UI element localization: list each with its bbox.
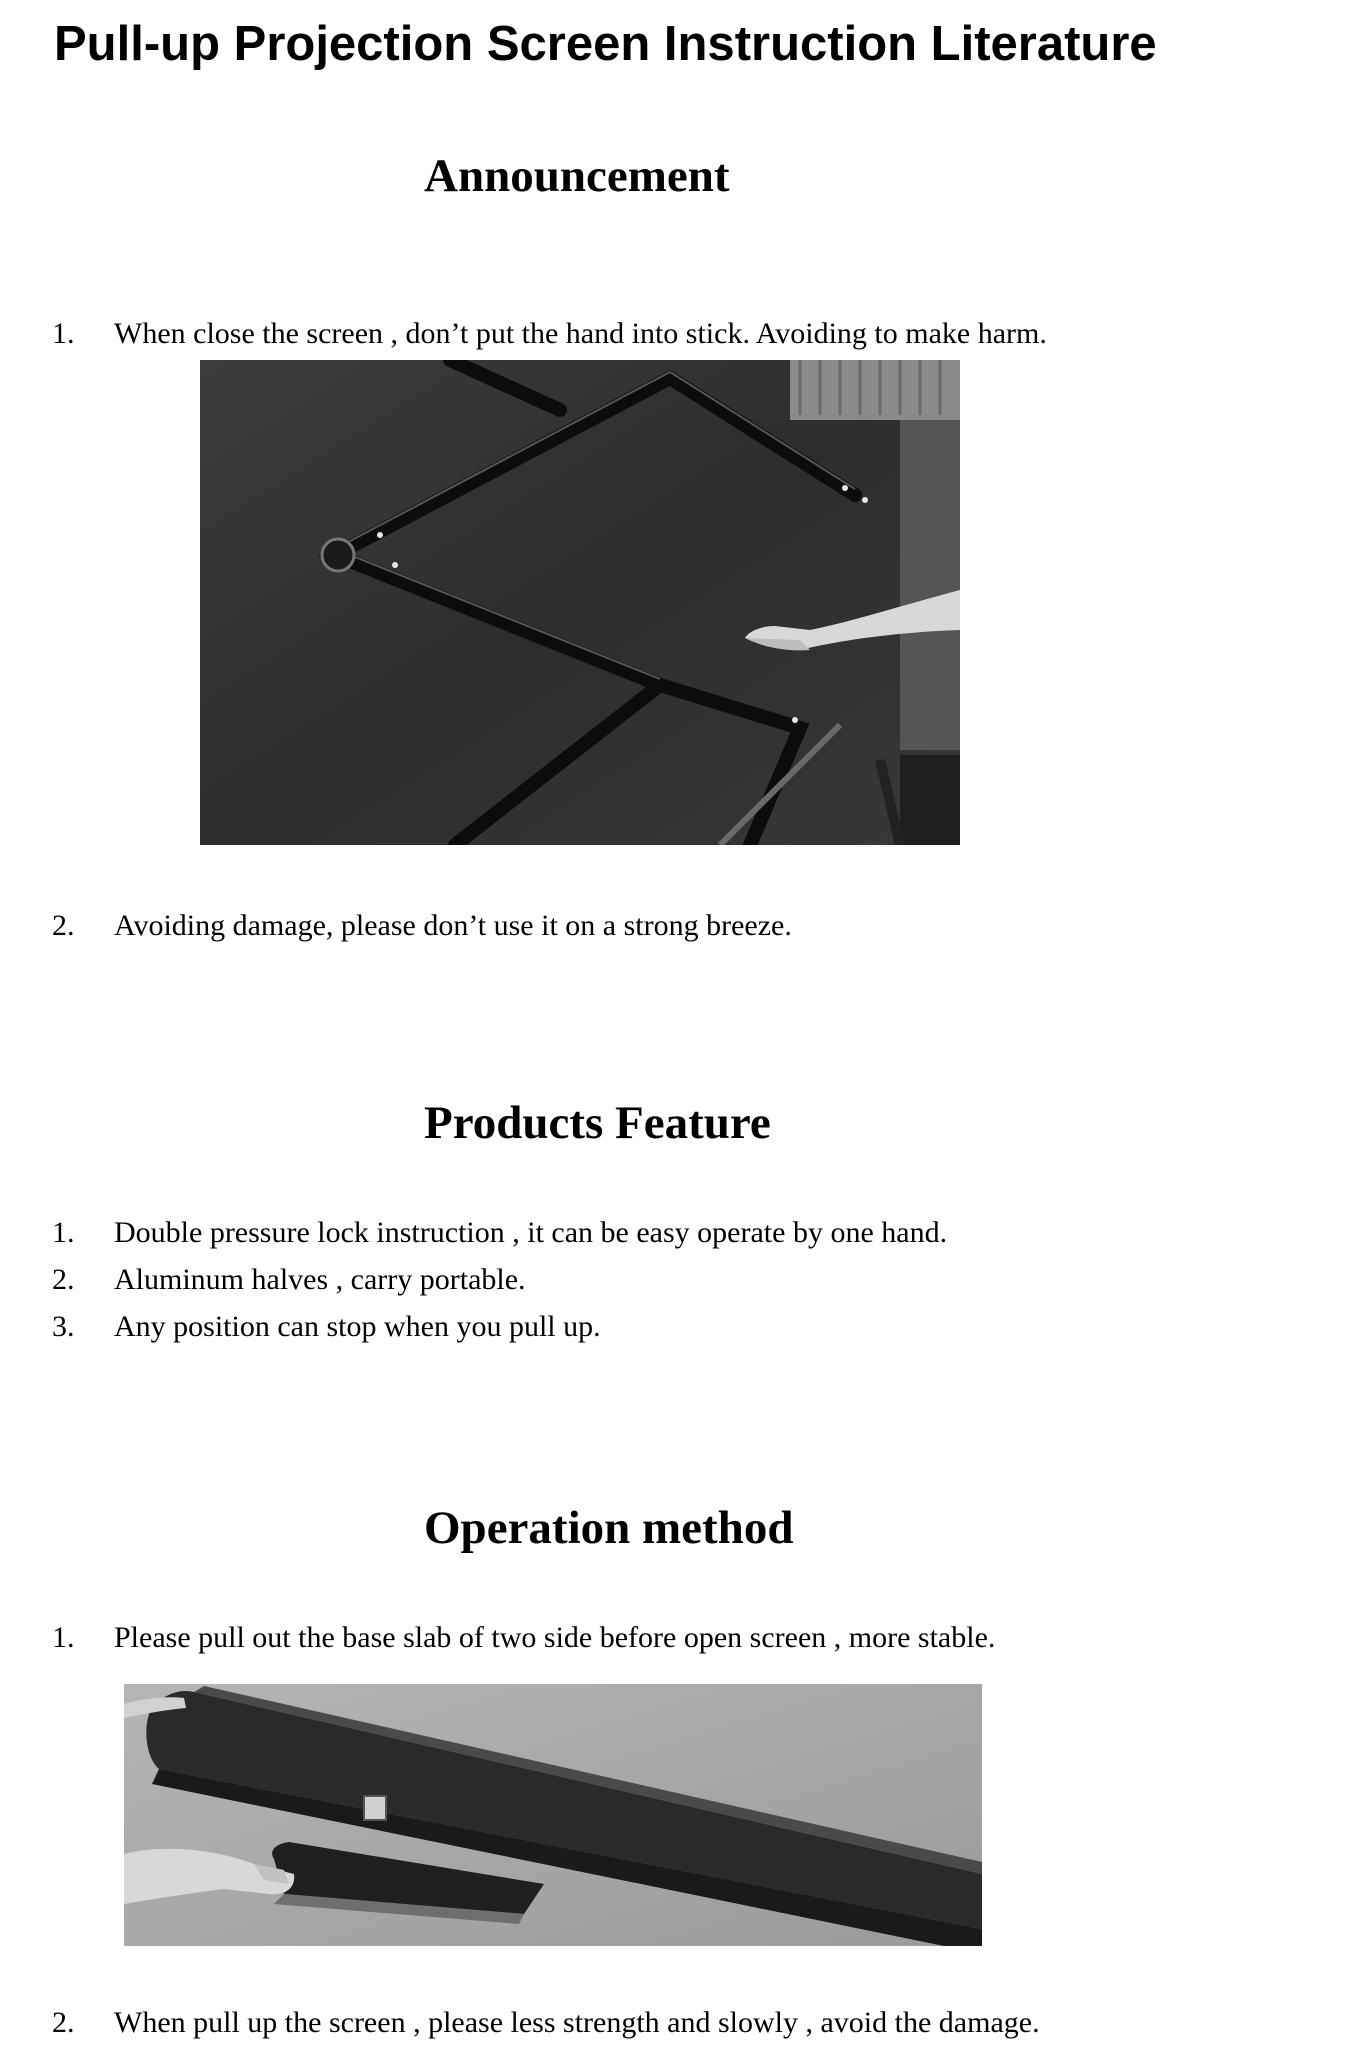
feature-item-3 [52, 1305, 601, 1349]
list-number: 1. [52, 1621, 75, 1654]
document-title: Pull-up Projection Screen Instruction Literature [54, 17, 1157, 71]
list-text: When close the screen , don’t put the hand into stick. Avoiding to make harm. [114, 317, 1047, 350]
list-text: Any position can stop when you pull up. [114, 1310, 601, 1343]
features-heading: Products Feature [424, 1097, 771, 1149]
list-text: Avoiding damage, please don’t use it on a strong breeze. [114, 909, 792, 942]
operation-heading: Operation method [424, 1502, 794, 1554]
list-text: Please pull out the base slab of two side before open screen , more stable. [114, 1621, 996, 1654]
list-text: Double pressure lock instruction , it can be easy operate by one hand. [114, 1216, 948, 1249]
operation-item-2 [52, 2001, 1040, 2045]
feature-item-1 [52, 1211, 947, 1255]
base-slab-photo [124, 1684, 982, 1946]
folding-frame-photo [200, 360, 960, 845]
list-number: 1. [52, 1216, 75, 1249]
list-text: When pull up the screen , please less strength and slowly , avoid the damage. [114, 2006, 1040, 2039]
list-number: 2. [52, 909, 75, 942]
list-number: 3. [52, 1310, 75, 1343]
list-number: 2. [52, 1263, 75, 1296]
announcement-item-2 [52, 904, 792, 948]
list-text: Aluminum halves , carry portable. [114, 1263, 526, 1296]
announcement-item-1 [52, 312, 1047, 356]
list-number: 2. [52, 2006, 75, 2039]
announcement-heading: Announcement [424, 150, 730, 202]
operation-item-1 [52, 1616, 995, 1660]
list-number: 1. [52, 317, 75, 350]
feature-item-2 [52, 1258, 526, 1302]
